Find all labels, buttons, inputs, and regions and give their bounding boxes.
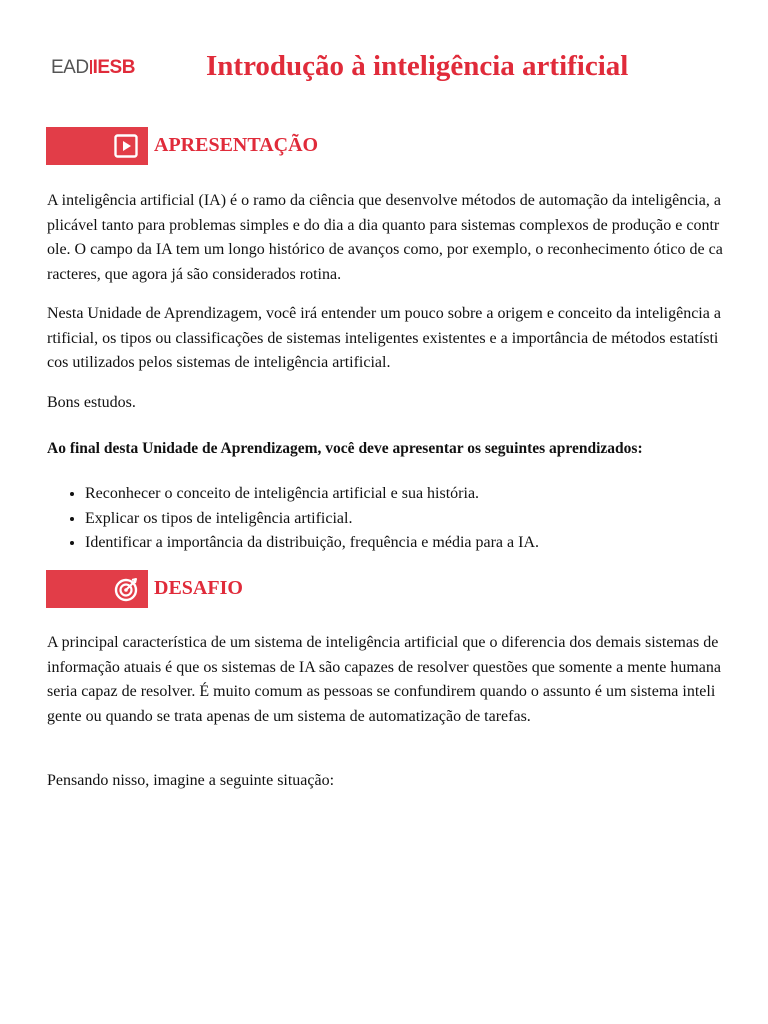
challenge-paragraph-1: A principal característica de um sistema de inteligência artificial que o diferencia dos demais sistemas de informação atuais é que os sistemas de IA são capazes de resolver questões que somente a mente humana seria capaz de resolver. É muito comum as pessoas se confundirem quando o assunto é um sistema inteligente ou quando se trata apenas de um sistema de automatização de tarefas. [47, 634, 721, 725]
section-header-desafio [46, 570, 546, 608]
goals-intro: Ao final desta Unidade de Aprendizagem, você deve apresentar os seguintes aprendizados: [47, 440, 643, 457]
intro-paragraph-3: Bons estudos. [47, 394, 136, 411]
logo-divider [90, 60, 92, 74]
list-item: • Reconhecer o conceito de inteligência artificial e sua história. [85, 482, 761, 507]
page-title: Introdução à inteligência artificial [206, 50, 629, 82]
challenge-paragraph-2: Pensando nisso, imagine a seguinte situação: [47, 772, 335, 789]
list-item: • Identificar a importância da distribuição, frequência e média para a IA. [85, 531, 761, 556]
page-header [48, 48, 728, 88]
list-item: • Explicar os tipos de inteligência artificial. [85, 507, 761, 532]
logo-iesb-text: IESB [92, 57, 135, 78]
intro-paragraph-1: A inteligência artificial (IA) é o ramo da ciência que desenvolve métodos de automação da inteligência, aplicável tanto para problemas simples e do dia a dia quanto para sistemas complexos de produção e controle. O campo da IA tem um longo histórico de avanços como, por exemplo, o reconhecimento ótico de caracteres, que agora já são considerados rotina. [47, 192, 723, 283]
section-title-apresentacao: APRESENTAÇÃO [154, 134, 319, 156]
section-header-apresentacao [46, 127, 546, 165]
eadiesb-logo [51, 58, 135, 78]
target-icon [113, 576, 139, 602]
logo-ead-text: EAD [51, 57, 89, 78]
intro-paragraph-2: Nesta Unidade de Aprendizagem, você irá entender um pouco sobre a origem e conceito da inteligência artificial, os tipos ou classificações de sistemas inteligentes existentes e a importância de métodos estatísticos utilizados pelos sistemas de inteligência artificial. [47, 305, 721, 371]
section-title-desafio: DESAFIO [154, 577, 243, 599]
play-icon [113, 133, 139, 159]
goals-list [47, 482, 761, 556]
